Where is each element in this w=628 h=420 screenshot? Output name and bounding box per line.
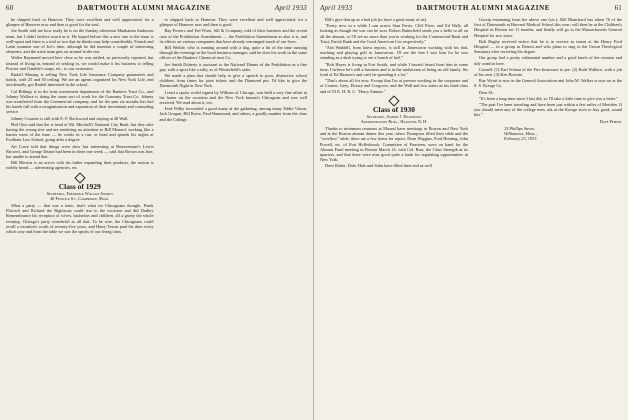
column-right — [474, 17, 622, 170]
paragraph: "That's about all for now. Except that I'm at present working in the corporate and of Cramer, Grey, Dorsey and Cosgrove, and the Wall and two states as his third class and of 55 E. H. R. C. "Harry Emmer." — [320, 78, 468, 94]
body-text-block — [6, 203, 154, 234]
paragraph: I read a sports world signed by William of Chicago, was held a very fine affair in his honor on the occasion and the New York bureau's Chicagoan and was well received. We read about it, too. — [159, 89, 307, 106]
paragraph: Gossip emanating from the above one (sic.): Bill Blanchard has taken 76 of the first of Dartmouth at Harvard Medical School this year; will then be at the Children's Hospital in Boston for 11 months, and finally will go to the Massachusetts General Hospital for two years. — [474, 17, 622, 38]
paragraph: Joe Smith Doherty is assistant to the National Dinner of the Prohibition as a fine guy, with a sport like a rally, as of Westerfield's sales. — [159, 61, 307, 72]
paragraph: to shipped back to Hanover. They were excellent and well appreciated, for a glimpse of Hanover now and then is good. — [159, 17, 307, 28]
paragraph: Ray Wyatt is now in the General Association and John M. Walker is now on at the S. S. Kresge Co. — [474, 78, 622, 89]
paragraph: Bill Blevins is an active with his father expanding their products, the notion is widely heard — advertising agencies, etc. — [6, 160, 154, 171]
paragraph: Cornell: (1) Earl Schaut of the Fire Insurance to pre. (2) Ruth Wallace, with a job of his own. (3) Ken Browne. — [474, 66, 622, 78]
paragraph: Walter Raymond moved here close as he was settled, as previously reported, but instead of living in, instead of settling in, we would make it his business to telling Proctor and Gamble's soaps, etc., to our customers. — [6, 55, 154, 71]
running-header — [6, 4, 307, 14]
body-text-block — [6, 17, 154, 171]
paragraph: Fred Wilby forwarded a good many at the gathering, among many Eddie Vitson, Jack Grogan, Bill Rowe, Paul Hammond, and others; a goodly number from the class and the College. — [159, 106, 307, 122]
column-left — [6, 17, 154, 235]
letter-address — [504, 126, 622, 142]
body-text-block — [320, 17, 468, 94]
paragraph: "Ash Waddell, from latest reports, is still in Jamestown working with his dad, teaching and playing golf in Jamestown. I'll see the free I saw him for he was standing as a dash trying to see a bunch of fuel." — [320, 45, 468, 61]
paragraph: Bill's give that up as a bad job (to have a great many of us). — [325, 17, 428, 22]
address-line: 15 Phillips Street, — [504, 125, 535, 131]
section-ornament — [320, 97, 468, 105]
issue-date: April 1933 — [320, 4, 353, 12]
paragraph: We made a plan that should help to give a speech to poor, distinctive school children, from times for joint tickets and the Diamond pin. I'd like to give the Dartmouth Night in New York. — [159, 73, 307, 89]
paragraph: Cal Billings is in the trust investment department of the Bankers Trust Co., and Johnny Wallace is doing the same sort of work for the Guaranty Trust Co. Johnny was transferred from the Commercial company, and for the past six months has had his hands full with a reorganization and expansion of their investment and counseling service. — [6, 88, 154, 115]
address-line: Williamson, Mass., — [504, 131, 537, 137]
paragraph: "It's been a long time since I last did, so I'll take a little time to give you a letter." — [479, 95, 618, 101]
right-page — [314, 0, 628, 420]
body-text-block — [160, 73, 308, 122]
address-line: February 23, 1933. — [504, 136, 538, 142]
paragraph: Ray Powers and Ted Wren, Sill & Company, told of their business and the recent case of the Prohibition Amendment — the Prohibition Amendment as also it is, and its effects on various companies that have already rearranged much of our lives. — [159, 28, 307, 44]
class-heading: Class of 1929 — [58, 181, 101, 191]
paragraph: Dear Al: — [479, 89, 494, 95]
section-ornament — [6, 174, 154, 182]
issue-date: April 1933 — [274, 4, 307, 12]
column-group — [6, 17, 307, 235]
column-left — [320, 17, 468, 170]
paragraph: Rudolf Maxing is selling New York Life Insurance Company guarantees and bonds, with 25 and 50 ceiling. We are an agents organized for New York Life, and incidentally, got Rudolf interested in the school. — [6, 72, 154, 88]
letter-signature: Dave Pepper. — [599, 118, 622, 124]
column-group — [320, 17, 622, 170]
class-heading: Class of 1930 — [372, 104, 416, 114]
paragraph: Dave Rober, Dale, Hale and Sohn have filled their end as well. — [325, 163, 433, 169]
paragraph: What a party — that was a tonic, that's what we Chicagoans thought. Frank Flitcroft and Richard the Righteous could rise to the occasion and did Dudley Remembrance his reception of wives, bachelors and children, all a gaiety the whole evening. Chicago's party wonderful as all that. To be sure, the Chicagoans could recall a vacation's worth of seventy-five years, and Harry Tawns paid his dues every which way and from the table we saw the spirits of our living class. — [6, 202, 154, 234]
magazine-title: DARTMOUTH ALUMNI MAGAZINE — [416, 4, 551, 12]
paragraph: Joe Smith told me how ready he is on the Sunday afternoon Manhattan Anderson team, but I didn't believe much in it. He hoped before this a new one to the team is well-spent and there is a trial or two that he thinks may help considerably. French and Latin examine one of Joe's time, although he did mention a couple of interesting elements, and the track team gets on around in the rest. — [6, 28, 154, 55]
class-secretary: Secretary, Albert J. Dickerson Administration Bldg., Hanover, N. H. — [360, 114, 428, 125]
body-text-block — [320, 126, 468, 169]
paragraph: be shipped back to Hanover. They were excellent and well appreciated, for a glimpse of Hanover now and then is good for the soul. — [6, 17, 154, 28]
paragraph: Phil Otto said that the is head of Mr. Mitchell's National City Bank, but they take having the wrong text and are rendering no attention to Bill Menard, working like a barrier most of the time — he works in a run, or head and spends his nights at Fordham Law School, going after a degree. — [6, 121, 154, 143]
page-number: 61 — [614, 4, 622, 12]
paragraph: Art Lowe told that things were slow but interesting at Bonaventure's Lewis Brown's, and George Deane had been in there one week — said that Brown was fine, but unable to attend that. — [6, 143, 154, 160]
letter-block — [474, 90, 622, 118]
paragraph: Johnny Cousens is still with E. F. Rockwood and staying at 40 Wall. — [11, 115, 129, 121]
body-text-block — [474, 17, 622, 89]
class-secretary: Secretary, Frederick William Andres 40 Fenwick St., Cambridge, Mass. — [46, 190, 113, 201]
paragraph: Bob Rugby received notice that he is in service as intern at the Henry Ford Hospital — in a group in Detroit and who plans to sing in the Union Theological Seminary after receiving his degree. — [474, 38, 622, 55]
column-right — [160, 17, 308, 235]
paragraph: "Every now in a while I run across Stan Ferris, Cliff Piere, and Ed Walk, all looking as though the war can be won. Robert Butterfield sends you a hello to all on all the alumni, or I'll see no more than you're working for the Commercial Bank and Trust, Parish Bank and the Good American Cos respectively." — [320, 23, 468, 44]
paragraph: Thanks to minimum reunions at Mound have meetings in Boston and New York and at the Boston alumni dinner this year, when Thompson filled their table and the "overflow" table, there are a few items for report. Dean Wiggins, Fred Horning, John Powell, etc. of Fort Hollerbrook. Committee of Fourteen, were on hand for the Alumni Fund meeting in Boston March 14, with Cal. Burr, the Class Strength at its quarters, and that there were nine good quite a bank for regulating opportunities in New York. — [320, 126, 468, 163]
paragraph: Bill Weible, who is running around with a dog, quite a bit of the time running through the evenings to the local business manager, said he does his work in the same offices of the Bankers' Chemical trust Co. — [159, 45, 307, 61]
running-header — [320, 4, 622, 14]
page-number: 60 — [6, 4, 14, 12]
paragraph: Our group had a pretty substantial number and a good lunch of the reunion and tidy comfort here. — [474, 55, 622, 66]
body-text-block — [160, 17, 308, 72]
magazine-title: DARTMOUTH ALUMNI MAGAZINE — [77, 4, 211, 12]
paragraph: "Bob Hayes is living in Fort Smith, and while I haven't heard from him in some time, I believe he's still a business and is in the midstream of being an old family. Sis fond of Ed Hanson's and can't be spending it a lot." — [320, 61, 468, 78]
paragraph: "The past I've been traveling and have been just within a few miles of Meriden. If you should meet any of the college men, ask at the Kresge store to buy good, sound bits." — [474, 102, 622, 118]
